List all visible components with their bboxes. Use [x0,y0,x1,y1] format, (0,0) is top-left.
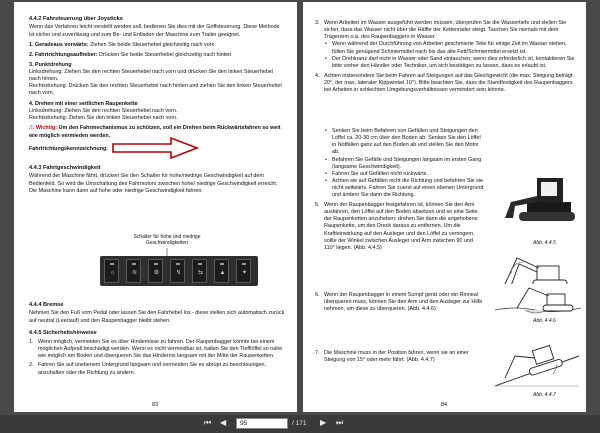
figure-4-4-7-caption: Abb. 4.4.7 [533,392,556,398]
section-444-text: Nehmen Sie den Fuß vom Pedal oder lassen Sie den Fahrhebel los - diese stellen sich automatisch zurück auf neutral (Leerlauf) und den Raupenbagger bleibt stehen. [29,310,285,324]
item-3-line-2: Rechtsdrehung: Drücken Sie den rechten Steuerhebel nach hinten und ziehen Sie den linken Steuerhebel nach vorn. [29,83,282,97]
section-443-text: Während der Maschine fährt, drücken Sie den Schalter für hohe/niedrige Geschwindigkeit auf dem Bedienfeld. So wird die Umschaltung des Fahrmotors zwischen hohe/ niedrige Geschwindigkeit erreicht. Die Maschine kann dann auf hohe oder niedrige Geschwindigkeit fahren. [29,173,278,194]
right-item-4-bullets [324,128,484,199]
panel-switch[interactable] [214,259,229,283]
bullet: • Senken Sie beim Befahren von Gefällen und Steigungen den Löffel ca. 20-30 cm über den Boden ab. Senken Sie den Löffel in Notfällen ganz auf den Boden ab und stellen Sie den Motor ab. [324,128,484,157]
bullet: • Fahren Sie auf Gefällen nicht rückwärts. [324,171,484,178]
panel-switch[interactable] [236,259,251,283]
section-444-445 [29,302,285,377]
item-2: 2. Fahrtrichtungsaufheber: Drücken Sie beide Steuerhebel gleichzeitig nach hinten [29,51,232,58]
section-444-title: 4.4.4 Bremse [29,302,64,308]
right-item-7: 7. Die Maschine muss in der Position fahren, wenn sie an einer Steigung von 15° oder mehr fährt. (Abb. 4.4.7) [315,350,469,364]
switch-caption: Schalter für hohe und niedrige Geschwindigkeiten [133,234,201,246]
previous-page-icon[interactable]: ◀ [220,418,227,427]
section-443-title: 4.4.3 Fahrtgeschwindigkeit [29,165,101,171]
page-number-right: 84 [441,402,447,408]
last-page-icon[interactable]: ⏭ [336,418,344,427]
right-item-6-block [315,292,485,313]
direction-label: Fahrtrichtungskennzeichnung: [29,146,109,152]
warning-note: ⚠ Wichtig: Um den Fahrmechanismus zu schützen, soll ein Drehen beim Rückwärtsfahren so weit wie möglich vermieden werden. [29,124,281,139]
warning-icon: ⚠ [29,124,35,131]
safety-note-1: 1. Wenn möglich, vermeiden Sie es über Hindernisse zu fahren. Der Raupenbagger könnte bei einem möglichen Aufprall beschädigt werden. Wenn es nicht vermeidbar ist, halten Sie den Tiefflöffel so nahe wie möglich am Boden und überqueren Sie das Hindernis langsam mit der Mitte der Raupenketten. [29,339,283,360]
wiper-icon: ≋ [131,270,138,276]
right-item-7-block [315,350,485,364]
item-3-title: 3. Punktdrehung [29,61,72,68]
switch-panel [100,256,258,286]
bullet: • Wenn während der Durchführung von Arbeiten geschmierte Teile für einige Zeit im Wasser stehen, füllen Sie genügend Schmiermittel nach bis das alte Fett/Schmiermittel ersetzt ist. [324,41,577,55]
bullet: • Befahren Sie Gefälle und Steigungen langsam im ersten Gang (langsame Geschwindigkeit). [324,157,484,171]
fan-icon: ⚙ [153,270,160,276]
section-445-title: 4.4.5 Sicherheitshinweise [29,329,97,336]
bullet: • Der Drehkranz darf nicht in Wasser oder Sand eintauchen; wenn dies erforderlich ist, kontaktieren Sie bitte vorher den Händler oder Techniker, um sich bestätigen zu lassen, dass es erlaubt ist. [324,56,577,70]
total-pages: / 171 [292,420,307,427]
beacon-icon: ✦ [241,270,248,276]
right-page [303,2,586,412]
item-3-line-1: Linksdrehung: Ziehen Sie den rechten Steuerhebel nach vorn und drücken Sie den linken Steuerhebel nach hinten. [29,69,273,83]
right-item-5: 5. Wenn der Raupenbagger festgefahren ist, können Sie den Arm ausfahren, den Löffel auf den Boden absetzen und so eine Seite der Raupenketten anzuheben; drehen Sie dann die angehobene Raupenkette, um den Dreck daraus zu entfernen. Um die Kraftteinwirkung auf den Ausleger und den Löffel zu verringern, sollte der Winkel zwischen Ausleger und Arm zwischen 90 und 110° liegen. (Abb. 4.4.5) [315,202,478,251]
section-442-intro: Wenn das Verfahren leicht verstellt werden soll, bedienen Sie dies mit der Griffsteuerung. Diese Methode ist sicher und zuverlässig und zum Be- und Entladen der Maschine zum Trailer geeignet. [29,24,280,38]
section-443 [29,165,285,195]
viewer-toolbar [0,415,600,433]
right-item-3: 3. Wenn Arbeiten im Wasser ausgeführt werden müssen, überprüfen Sie die Wassertiefe und stellen Sie sicher, dass das Wasser nicht über die Hälfte der Kettenräder steigt. Tauchen Sie niemals mit dem Trägerarm o.ä. des Raupenbaggers in Wasser. [315,20,567,41]
next-page-icon[interactable]: ▶ [320,418,327,427]
speed-switch[interactable] [170,259,185,283]
figure-4-4-7 [493,338,581,388]
hydraulic-icon: ⇆ [197,270,204,276]
direction-arrow-icon [111,136,201,160]
panel-switch[interactable] [126,259,141,283]
panel-switch[interactable] [148,259,163,283]
figure-4-4-5-caption: Abb. 4.4.5 [533,240,556,246]
item-1: 1. Geradeaus vorwärts: Ziehen Sie beide Steuerhebel gleichzeitig nach vorn. [29,41,216,48]
light-icon: ☼ [109,270,116,276]
speed-icon: ↯ [175,270,182,276]
bullet: • Achten sie auf Gefällen nicht die Richtung und befahren Sie sie nicht seitwärts. Fahren Sie zuerst auf einen ebenen Untergrund und ändern Sie dann die Richtung. [324,178,484,199]
item-4-line-2: Rechtsdrehung: Ziehen Sie den linken Steuerhebel nach vorn. [29,114,178,121]
safety-note-2: 2. Fahren Sie auf unebenem Untergrund langsam und vermeiden Sie es abrupt zu beschleunigen, anzuhalten oder die Richtung zu ändern. [29,362,267,376]
first-page-icon[interactable]: ⏮ [204,418,212,427]
page-number-input[interactable]: 95 [236,418,288,429]
right-item-4: 4. Achten insbesondere Sie beim Fahren auf Steigungen auf das Gleichgewicht (die max. Steigung beträgt 20°, der max. lateraler Kippwinkel 10°). Bitte beachten Sie, dass die Standfestigkeit des Raupenbaggers bei Arbeiten in schlechten Umgebungsverhältnissen vermindert sein könnte. [315,72,573,94]
section-442-title: 4.4.2 Fahrsteuerung über Joysticks [29,16,123,22]
figure-4-4-6-caption: Abb. 4.4.6 [533,318,556,324]
panel-switch[interactable] [192,259,207,283]
page-number-left: 83 [152,402,158,408]
left-page-content [29,16,285,140]
warning-light-icon: ▲ [219,270,226,276]
right-item-3-bullets [324,41,577,70]
item-4-title: 4. Drehen mit einer seitlichen Raupenkette [29,100,138,107]
right-item-5-block [315,202,485,252]
figure-4-4-6 [495,284,581,316]
right-item-6: 6. Wenn der Raupenbagger in einem Sumpf gerät oder ein Rinneal überqueren muss, können Sie den Arm und den Ausleger zur Hilfe nehmen, um diese zu überqueren. (Abb. 4.4.6) [315,292,483,313]
right-page-top [315,20,577,94]
excavator-figure-top [497,172,579,232]
left-page [14,2,297,412]
panel-switch[interactable] [104,259,119,283]
item-4-line-1: Linksdrehung: Ziehen Sie den rechten Steuerhebel nach vorn. [29,107,178,114]
